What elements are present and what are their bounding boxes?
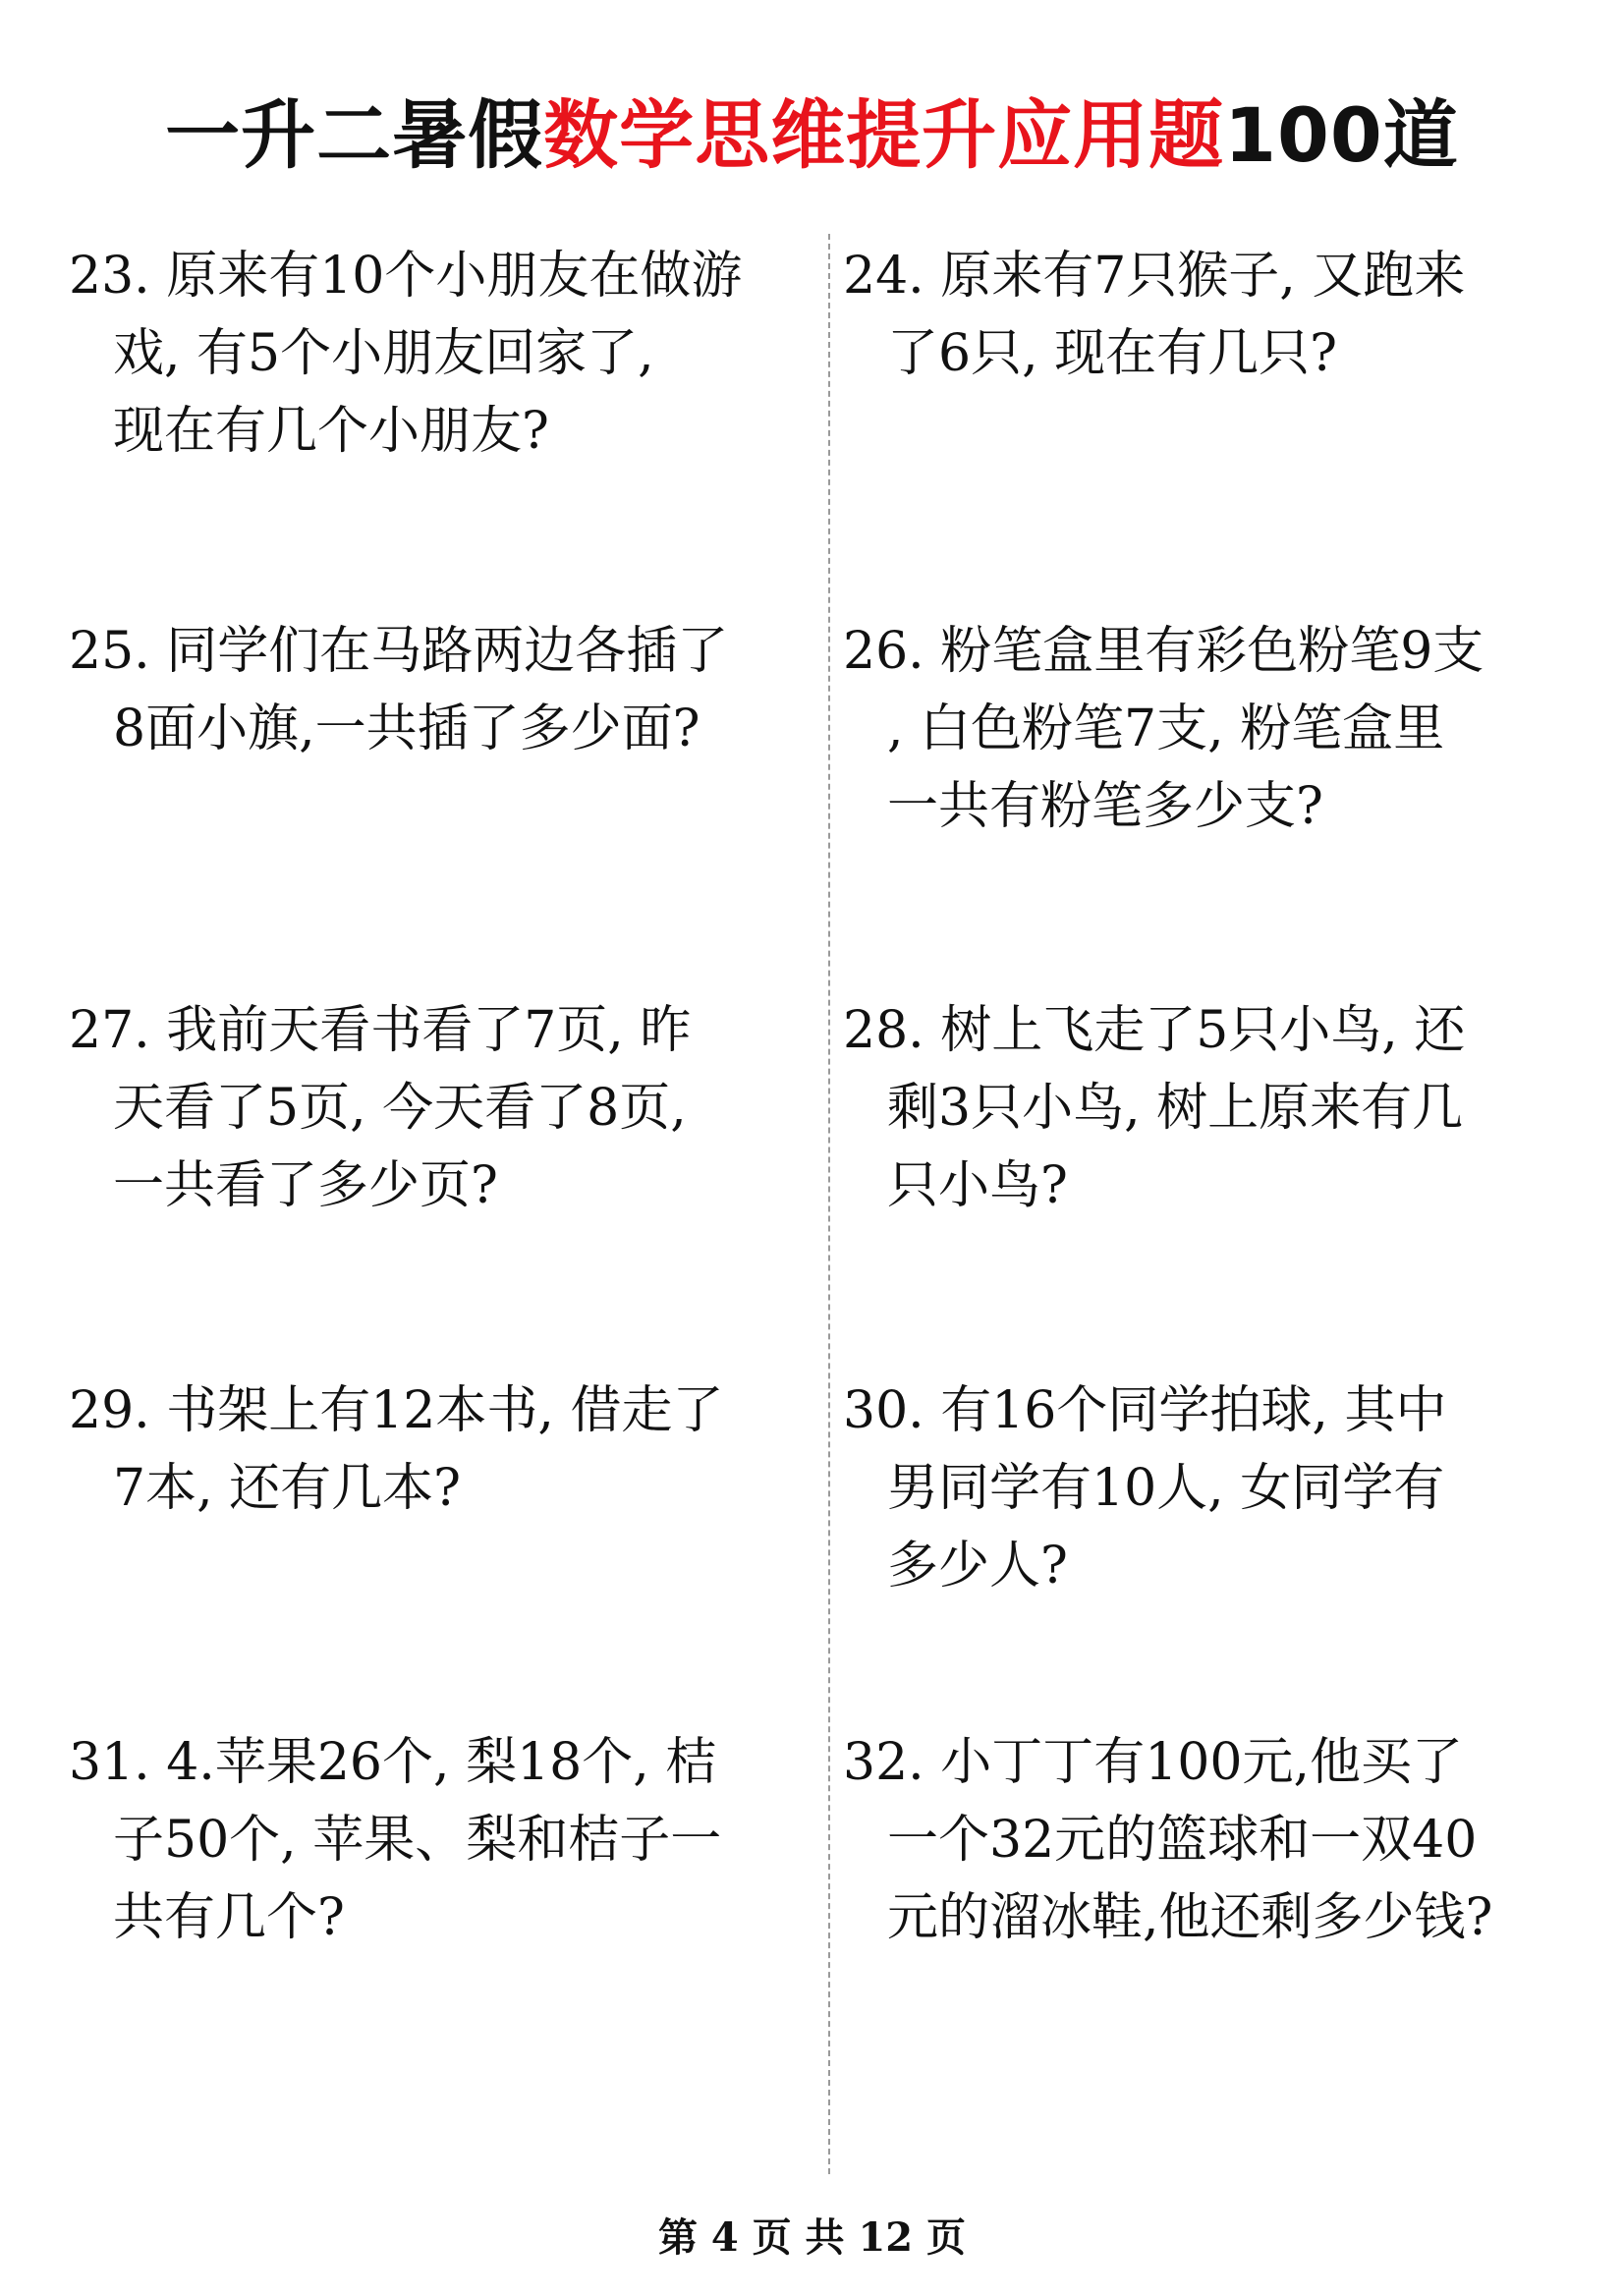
problem-line: 27. 我前天看书看了7页, 昨: [69, 1001, 692, 1060]
problem-line: 一共看了多少页?: [113, 1156, 498, 1215]
problem-line: 23. 原来有10个小朋友在做游: [69, 247, 743, 306]
problem-23: [69, 238, 815, 471]
problem-24: [843, 238, 1590, 393]
problem-line: 32. 小丁丁有100元,他买了: [843, 1733, 1464, 1792]
title-part-1: 一升二暑假: [165, 91, 544, 179]
problem-line: 只小鸟?: [887, 1156, 1068, 1215]
problem-line: 共有几个?: [113, 1888, 345, 1947]
problem-line: 26. 粉笔盒里有彩色粉笔9支: [843, 622, 1484, 681]
problem-line: 剩3只小鸟, 树上原来有几: [887, 1079, 1464, 1138]
problem-line: 元的溜冰鞋,他还剩多少钱?: [887, 1888, 1493, 1947]
title-part-3: 100道: [1224, 91, 1459, 179]
problem-line: 男同学有10人, 女同学有: [887, 1459, 1445, 1518]
page-number-footer: 第 4 页 共 12 页: [657, 2214, 967, 2261]
problem-line: 25. 同学们在马路两边各插了: [69, 622, 729, 681]
problem-28: [843, 992, 1590, 1225]
problem-27: [69, 992, 815, 1225]
problem-29: [69, 1372, 815, 1528]
problem-line: 24. 原来有7只猴子, 又跑来: [843, 247, 1466, 306]
problem-line: 28. 树上飞走了5只小鸟, 还: [843, 1001, 1466, 1060]
problem-line: 29. 书架上有12本书, 借走了: [69, 1381, 724, 1440]
page-title: [0, 86, 1624, 185]
column-divider: [828, 234, 830, 2174]
problem-31: [69, 1724, 815, 1957]
problem-line: 现在有几个小朋友?: [113, 402, 549, 461]
problem-line: , 白色粉笔7支, 粉笔盒里: [887, 700, 1445, 758]
problem-line: 8面小旗,一共插了多少面?: [113, 700, 700, 758]
problem-line: 31. 4.苹果26个, 梨18个, 桔: [69, 1733, 717, 1792]
problem-32: [843, 1724, 1590, 1957]
problem-25: [69, 613, 815, 768]
problem-26: [843, 613, 1590, 846]
problem-line: 一共有粉笔多少支?: [887, 777, 1323, 836]
problem-line: 了6只, 现在有几只?: [887, 324, 1338, 383]
problem-line: 7本, 还有几本?: [113, 1459, 462, 1518]
problem-line: 戏, 有5个小朋友回家了,: [113, 324, 654, 383]
problem-line: 天看了5页, 今天看了8页,: [113, 1079, 687, 1138]
problem-30: [843, 1372, 1590, 1605]
problem-line: 子50个, 苹果、梨和桔子一: [113, 1811, 722, 1870]
title-part-2-highlight: 数学思维提升应用题: [543, 91, 1225, 179]
problem-line: 30. 有16个同学拍球, 其中: [843, 1381, 1447, 1440]
problem-line: 多少人?: [887, 1537, 1068, 1595]
problem-line: 一个32元的篮球和一双40: [887, 1811, 1478, 1870]
